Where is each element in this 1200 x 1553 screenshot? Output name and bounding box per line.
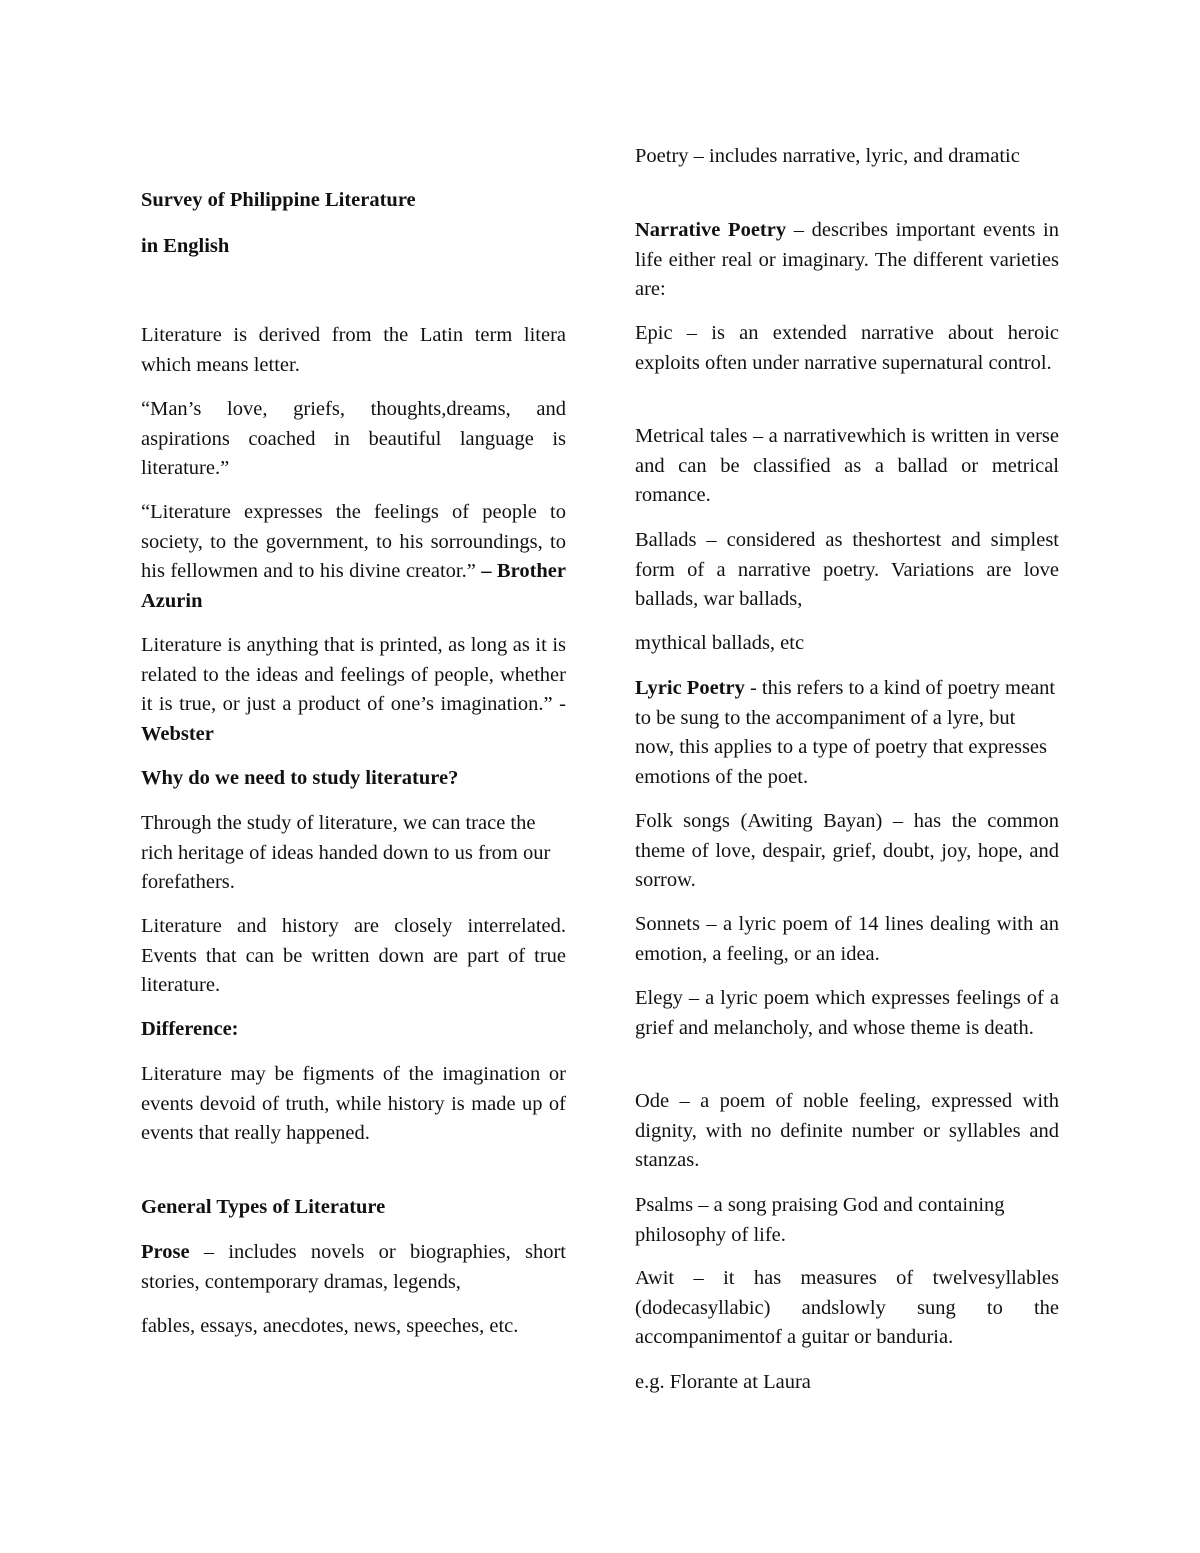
paragraph-ballads: Ballads – considered as theshortest and simplest form of a narrative poetry. Variations are love ballads, war ballads, — [635, 529, 1059, 610]
paragraph-example: e.g. Florante at Laura — [635, 1371, 811, 1393]
paragraph-prose-continued: fables, essays, anecdotes, news, speeches, etc. — [141, 1315, 519, 1337]
paragraph-psalms: Psalms – a song praising God and containing philosophy of life. — [635, 1194, 1005, 1246]
paragraph-quote-3 — [141, 631, 566, 749]
quote-2-author: – Brother Azurin — [141, 560, 566, 612]
heading-general-types: General Types of Literature — [141, 1196, 386, 1218]
paragraph-quote-2 — [141, 498, 566, 616]
quote-3-text: Literature is anything that is printed, as long as it is related to the ideas and feelings of people, whether it is true, or just a product of one’s imagination.” - — [141, 634, 566, 715]
paragraph-epic: Epic – is an extended narrative about heroic exploits often under narrative supernatural control. — [635, 322, 1059, 374]
paragraph-why-2: Literature and history are closely interrelated. Events that can be written down are part of true literature. — [141, 915, 566, 996]
quote-3-author: Webster — [141, 722, 214, 745]
paragraph-ode: Ode – a poem of noble feeling, expressed with dignity, with no definite number or syllables and stanzas. — [635, 1090, 1059, 1171]
paragraph-poetry: Poetry – includes narrative, lyric, and dramatic — [635, 145, 1020, 167]
paragraph-prose — [141, 1238, 566, 1297]
paragraph-ballads-continued: mythical ballads, etc — [635, 632, 805, 654]
heading-difference: Difference: — [141, 1018, 239, 1040]
paragraph-awit: Awit – it has measures of twelvesyllables (dodecasyllabic) andslowly sung to the accompanimentof a guitar or banduria. — [635, 1267, 1059, 1348]
lyric-text: - this refers to a kind of poetry meant to be sung to the accompaniment of a lyre, but now, this applies to a type of poetry that expresses emotions of the poet. — [635, 677, 1056, 788]
paragraph-folk-songs: Folk songs (Awiting Bayan) – has the common theme of love, despair, grief, doubt, joy, hope, and sorrow. — [635, 810, 1059, 891]
prose-text: – includes novels or biographies, short stories, contemporary dramas, legends, — [141, 1241, 566, 1293]
paragraph-quote-1: “Man’s love, griefs, thoughts,dreams, and aspirations coached in beautiful language is literature.” — [141, 398, 566, 479]
paragraph-sonnets: Sonnets – a lyric poem of 14 lines dealing with an emotion, a feeling, or an idea. — [635, 913, 1059, 965]
narrative-term: Narrative Poetry — [635, 219, 787, 241]
paragraph-difference: Literature may be figments of the imagination or events devoid of truth, while history is made up of events that really happened. — [141, 1063, 566, 1144]
prose-term: Prose — [141, 1241, 190, 1263]
document-title-line2: in English — [141, 235, 230, 257]
quote-2-text: “Literature expresses the feelings of people to society, to the government, to his sorroundings, to his fellowmen and to his divine creator.” — [141, 501, 566, 582]
heading-why-study: Why do we need to study literature? — [141, 767, 459, 789]
document-title-line1: Survey of Philippine Literature — [141, 189, 416, 211]
paragraph-narrative-poetry — [635, 216, 1059, 305]
paragraph-elegy: Elegy – a lyric poem which expresses feelings of a grief and melancholy, and whose theme is death. — [635, 987, 1059, 1039]
paragraph-why-1: Through the study of literature, we can trace the rich heritage of ideas handed down to us from our forefathers. — [141, 812, 551, 893]
lyric-term: Lyric Poetry — [635, 677, 745, 699]
paragraph-metrical-tales: Metrical tales – a narrativewhich is written in verse and can be classified as a ballad or metrical romance. — [635, 425, 1059, 506]
paragraph-definition: Literature is derived from the Latin term litera which means letter. — [141, 324, 566, 376]
narrative-text: – describes important events in life either real or imaginary. The different varieties are: — [635, 219, 1059, 300]
paragraph-lyric-poetry — [635, 674, 1059, 792]
